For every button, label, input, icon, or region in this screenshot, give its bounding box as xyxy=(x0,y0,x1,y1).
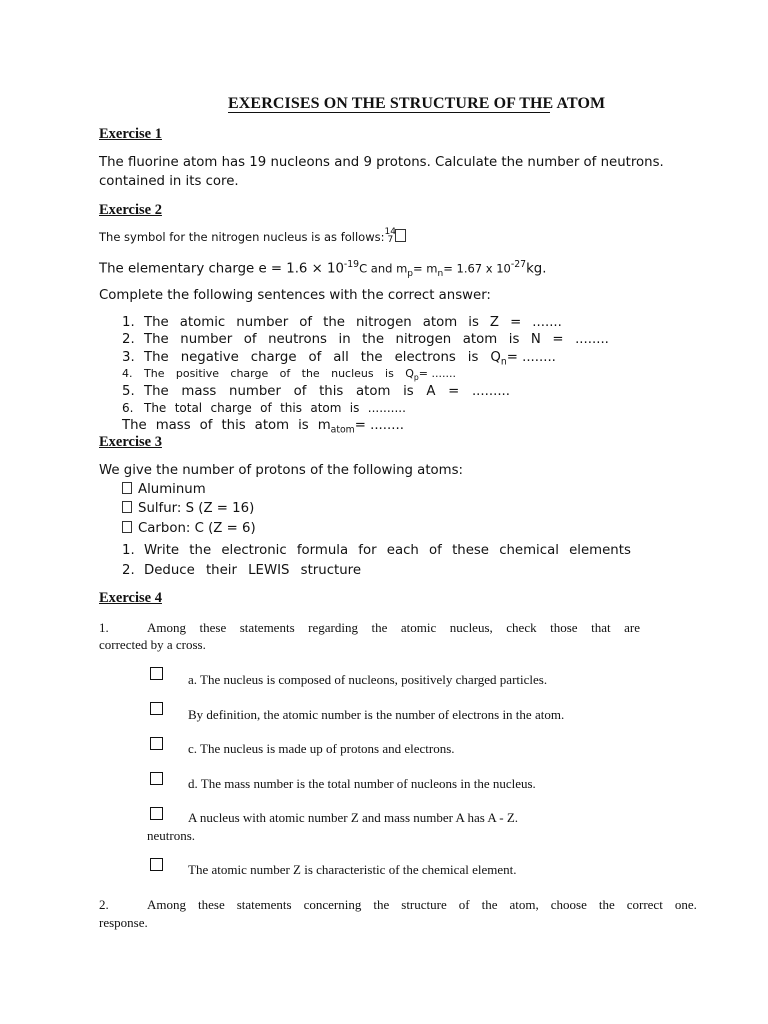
word: is xyxy=(349,401,360,415)
statement-text: A nucleus with atomic number Z and mass number A has A - Z. xyxy=(188,810,519,825)
list-item xyxy=(144,350,556,368)
question-1-line-2: corrected by a cross. xyxy=(99,637,206,652)
word: atomic xyxy=(400,620,437,635)
exercise-2-heading: Exercise 2 xyxy=(99,202,162,218)
word: in xyxy=(338,332,351,347)
word: atomic xyxy=(179,315,226,330)
word: atom xyxy=(462,332,498,347)
word: The xyxy=(144,401,167,415)
list-item-answer-blank: $m_{atom}=$ ........ xyxy=(317,418,404,436)
word: the xyxy=(323,315,345,330)
exercise-2-instruction: Complete the following sentences with the correct answer: xyxy=(99,288,491,303)
step-item xyxy=(144,563,361,578)
list-item-answer-blank: $Q_n=$ ........ xyxy=(490,350,556,368)
list-item-number: 5. xyxy=(122,384,135,399)
word: regarding xyxy=(308,620,358,635)
statement-checkbox[interactable] xyxy=(150,667,163,680)
word: statements xyxy=(239,620,295,635)
word: = xyxy=(510,315,522,330)
word: statements xyxy=(236,897,292,912)
exercise-1-heading: Exercise 1 xyxy=(99,126,162,142)
word: these xyxy=(198,897,225,912)
statement-5-continuation: neutrons. xyxy=(147,828,196,843)
word: The xyxy=(144,332,169,347)
list-item xyxy=(144,384,510,399)
bullet-icon xyxy=(122,501,132,513)
word: structure xyxy=(300,563,361,578)
word: of xyxy=(293,384,307,399)
word: all xyxy=(333,350,349,365)
bullet-label: Sulfur: S (Z = 16) xyxy=(138,501,255,516)
bullet-icon xyxy=(122,482,132,494)
bullet-icon xyxy=(122,521,132,533)
statement-text: By definition, the atomic number is the number of electrons in the atom. xyxy=(188,707,565,722)
bullet-label: Aluminum xyxy=(138,482,206,497)
bullet-item xyxy=(122,521,256,536)
word: is xyxy=(467,350,479,365)
word: the xyxy=(481,897,498,912)
question-2-number: 2. xyxy=(99,897,109,912)
word: N xyxy=(530,332,541,347)
word: Deduce xyxy=(144,563,195,578)
list-item xyxy=(122,418,404,436)
exercise-1-line-2: contained in its core. xyxy=(99,174,239,189)
word: Among xyxy=(147,620,186,635)
word: is xyxy=(468,315,479,330)
word: correct xyxy=(626,897,663,912)
word: number xyxy=(236,315,289,330)
word: these xyxy=(452,543,489,558)
word: = xyxy=(448,384,460,399)
statement-checkbox[interactable] xyxy=(150,807,163,820)
word: of xyxy=(279,367,291,380)
statement-checkbox[interactable] xyxy=(150,772,163,785)
list-item-number: 2. xyxy=(122,332,135,347)
word: for xyxy=(358,543,377,558)
word: The xyxy=(144,350,169,365)
word: electronic xyxy=(221,543,287,558)
word: concerning xyxy=(303,897,362,912)
word: negative xyxy=(180,350,239,365)
step-number: 1. xyxy=(122,543,135,558)
list-item xyxy=(144,332,609,347)
word: Among xyxy=(147,897,186,912)
word: A xyxy=(426,384,436,399)
word: Write xyxy=(144,543,180,558)
word: charge xyxy=(210,401,252,415)
elementary-charge-line: The elementary charge $e = 1.6 \times 10^{-19}C$ and $m_p= m_n= 1.67$ x $10^{-27}kg$. xyxy=(99,259,547,280)
word: LEWIS xyxy=(248,563,290,578)
word: is xyxy=(508,332,520,347)
word: The xyxy=(122,418,147,433)
word: The xyxy=(144,367,165,380)
word: electrons xyxy=(394,350,456,365)
word: mass xyxy=(181,384,217,399)
word: number xyxy=(229,384,281,399)
word: .......... xyxy=(367,401,406,415)
list-item xyxy=(144,401,406,415)
statement-checkbox[interactable] xyxy=(150,858,163,871)
word: neutrons xyxy=(268,332,327,347)
word: the xyxy=(362,332,384,347)
word: the xyxy=(598,897,615,912)
step-number: 2. xyxy=(122,563,135,578)
word: choose xyxy=(550,897,587,912)
word: charge xyxy=(230,367,269,380)
word: are xyxy=(624,620,640,635)
exercise-1-line-1: The fluorine atom has 19 nucleons and 9 protons. Calculate the number of neutrons. xyxy=(99,155,664,170)
list-item xyxy=(144,315,562,330)
word: this xyxy=(221,418,246,433)
word: structure xyxy=(401,897,447,912)
list-item-number: 3. xyxy=(122,350,135,365)
word: formula xyxy=(296,543,349,558)
exercise-3-heading: Exercise 3 xyxy=(99,434,162,450)
word: nitrogen xyxy=(395,332,452,347)
bullet-label: Carbon: C (Z = 6) xyxy=(138,521,256,536)
word: this xyxy=(280,401,302,415)
bullet-item xyxy=(122,482,206,497)
word: each xyxy=(386,543,419,558)
title-underline xyxy=(228,112,550,113)
exercise-4-heading: Exercise 4 xyxy=(99,590,162,606)
nitrogen-symbol-line xyxy=(99,229,406,244)
word: elements xyxy=(569,543,631,558)
list-item xyxy=(144,367,456,382)
word: is xyxy=(298,418,309,433)
word: chemical xyxy=(499,543,559,558)
step-item xyxy=(144,543,631,558)
word: = xyxy=(552,332,564,347)
word: one. xyxy=(674,897,697,912)
word: that xyxy=(591,620,611,635)
word: Z xyxy=(489,315,500,330)
word: their xyxy=(205,563,237,578)
word: of xyxy=(260,401,272,415)
statement-text: The atomic number Z is characteristic of the chemical element. xyxy=(188,862,517,877)
statement-checkbox[interactable] xyxy=(150,702,163,715)
missing-glyph-icon xyxy=(395,229,406,242)
word: of xyxy=(429,543,442,558)
question-1-number: 1. xyxy=(99,620,109,635)
word: the xyxy=(360,350,383,365)
word: these xyxy=(199,620,227,635)
word: the xyxy=(371,620,388,635)
page-title: EXERCISES ON THE STRUCTURE OF THE ATOM xyxy=(228,95,606,112)
word: ....... xyxy=(532,315,562,330)
word: mass xyxy=(155,418,191,433)
word: those xyxy=(550,620,578,635)
word: the xyxy=(301,367,320,380)
word: of xyxy=(458,897,470,912)
question-1-line-1 xyxy=(147,620,640,636)
exercise-3-intro: We give the number of protons of the following atoms: xyxy=(99,463,464,478)
statement-text: c. The nucleus is made up of protons and electrons. xyxy=(188,741,455,756)
statement-text: a. The nucleus is composed of nucleons, positively charged particles. xyxy=(188,672,548,687)
bullet-item xyxy=(122,501,254,516)
word: of xyxy=(308,350,322,365)
word: the xyxy=(189,543,212,558)
nitrogen-symbol-text: The symbol for the nitrogen nucleus is as follows: xyxy=(99,230,385,244)
word: is xyxy=(385,367,394,380)
word: this xyxy=(319,384,344,399)
list-item-number: 4. xyxy=(122,367,133,380)
word: atom xyxy=(310,401,342,415)
word: is xyxy=(403,384,414,399)
statement-checkbox[interactable] xyxy=(150,737,163,750)
statement-text: d. The mass number is the total number of nucleons in the nucleus. xyxy=(188,776,536,791)
word: atom, xyxy=(509,897,539,912)
list-item-answer-blank: $Q_p=$ ....... xyxy=(405,367,456,383)
word: of xyxy=(243,332,257,347)
word: nucleus xyxy=(331,367,374,380)
word: check xyxy=(506,620,537,635)
list-item-number: 6. xyxy=(122,401,134,415)
isotope-notation: 14 7 xyxy=(384,227,396,245)
question-2-line-2: response. xyxy=(99,915,148,930)
word: atom xyxy=(254,418,290,433)
word: number xyxy=(180,332,233,347)
word: of xyxy=(299,315,313,330)
word: the xyxy=(373,897,390,912)
list-item-number: 1. xyxy=(122,315,135,330)
word: atom xyxy=(422,315,458,330)
word: total xyxy=(174,401,203,415)
word: ........ xyxy=(575,332,609,347)
question-2-line-1 xyxy=(147,897,697,913)
word: ......... xyxy=(471,384,510,399)
word: nucleus, xyxy=(449,620,493,635)
word: positive xyxy=(175,367,220,380)
word: atom xyxy=(355,384,391,399)
word: nitrogen xyxy=(356,315,412,330)
word: The xyxy=(144,315,169,330)
word: charge xyxy=(250,350,297,365)
word: of xyxy=(199,418,213,433)
word: The xyxy=(144,384,169,399)
